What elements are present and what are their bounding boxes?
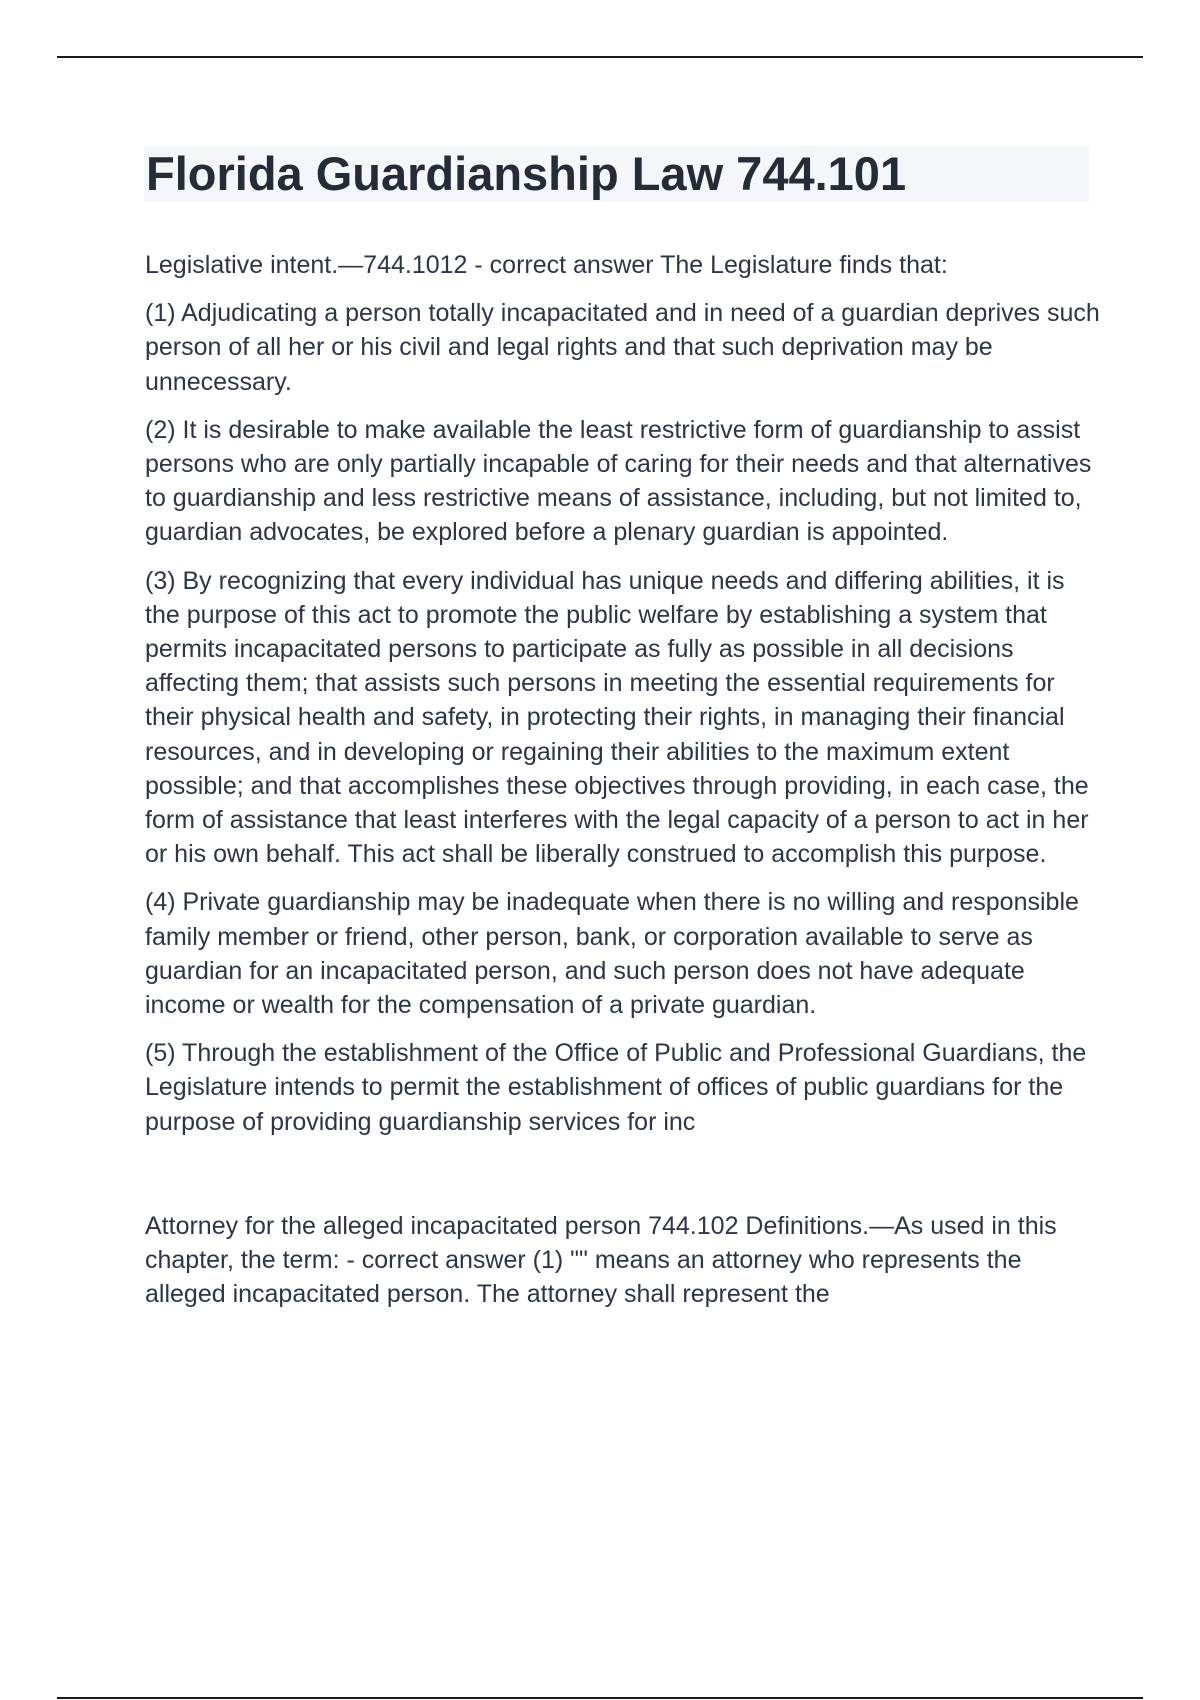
bottom-rule — [57, 1697, 1143, 1699]
top-rule — [57, 56, 1143, 58]
page-title: Florida Guardianship Law 744.101 — [146, 147, 907, 200]
paragraph-5: (5) Through the establishment of the Office of Public and Professional Guardians, the Legislature intends to permit the establishment of offices of public guardians for the purpose of providing guardianship services for inc — [145, 1039, 1087, 1136]
paragraph-4: (4) Private guardianship may be inadequate when there is no willing and responsible family member or friend, other person, bank, or corporation available to serve as guardian for an incapacitated person, and such person does not have adequate income or wealth for the compensation of a private guardian. — [145, 888, 1079, 1020]
title-highlight — [144, 146, 1089, 202]
paragraph-1: (1) Adjudicating a person totally incapacitated and in need of a guardian deprives such person of all her or his civil and legal rights and that such deprivation may be unnecessary. — [145, 299, 1100, 396]
section-lead: Legislative intent.—744.1012 - correct answer The Legislature finds that: — [145, 251, 948, 279]
paragraph-2: (2) It is desirable to make available the least restrictive form of guardianship to assist persons who are only partially incapable of caring for their needs and that alternatives to guardianship and less restrictive means of assistance, including, but not limited to, guardian advocates, be explored before a plenary guardian is appointed. — [145, 415, 1092, 547]
paragraph-3: (3) By recognizing that every individual has unique needs and differing abilities, it is the purpose of this act to promote the public welfare by establishing a system that permits incapacitated persons to participate as fully as possible in all decisions affecting them; that assists such persons in meeting the essential requirements for their physical health and safety, in protecting their rights, in managing their financial resources, and in developing or regaining their abilities to the maximum extent possible; and that accomplishes these objectives through providing, in each case, the form of assistance that least interferes with the legal capacity of a person to act in her or his own behalf. This act shall be liberally construed to accomplish this purpose. — [145, 566, 1089, 869]
document-body — [145, 248, 1100, 1325]
section-spacer — [145, 1153, 1100, 1209]
definition-paragraph: Attorney for the alleged incapacitated person 744.102 Definitions.—As used in this chapter, the term: - correct answer (1) "" means an attorney who represents the alleged incapacitated person. The attorney shall represent the — [145, 1211, 1057, 1309]
